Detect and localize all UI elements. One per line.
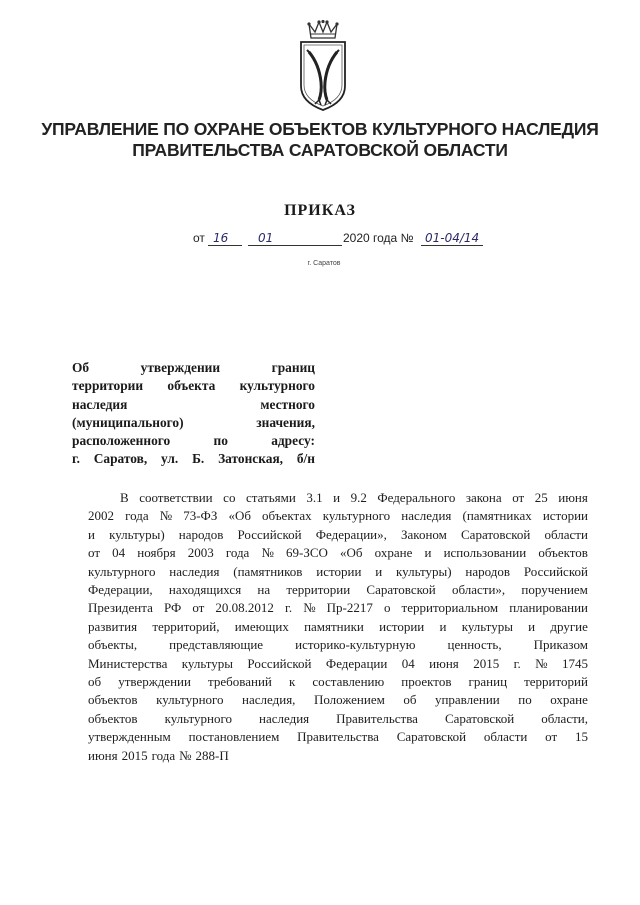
month-underline xyxy=(248,245,342,246)
date-month: 01 xyxy=(258,231,274,245)
date-prefix: от xyxy=(193,231,205,245)
word: находящихся xyxy=(168,582,242,598)
word: культуры xyxy=(181,655,233,671)
word: Саратовской xyxy=(396,729,467,745)
word: области», xyxy=(451,582,506,598)
body-line xyxy=(88,526,588,544)
word: года xyxy=(151,747,176,763)
word: объекта xyxy=(167,378,216,394)
subject-line xyxy=(72,396,315,414)
subject-line xyxy=(72,359,315,377)
body-line xyxy=(88,636,588,654)
word: г. xyxy=(284,600,293,616)
word: Федерального xyxy=(377,490,456,505)
word: об xyxy=(403,692,417,708)
word: Затонская, xyxy=(218,451,284,467)
word: «Об xyxy=(340,545,363,561)
word: закона xyxy=(465,490,502,505)
coat-of-arms-emblem xyxy=(295,20,351,112)
word: о xyxy=(383,600,391,616)
word: г. xyxy=(513,655,521,671)
word: Российской xyxy=(523,563,588,579)
word: Президента xyxy=(88,600,153,616)
word: области xyxy=(483,729,528,745)
word: б/н xyxy=(296,451,315,467)
order-body-text xyxy=(88,489,588,765)
word: № xyxy=(159,508,173,524)
word: значения, xyxy=(256,414,315,430)
word: наследия xyxy=(72,396,128,412)
word: от xyxy=(512,490,525,505)
subject-line xyxy=(72,432,315,450)
word: наследия xyxy=(401,508,452,524)
word: 3.1 xyxy=(306,490,323,505)
word: культурного xyxy=(239,378,315,394)
word: июня xyxy=(88,747,118,763)
word: народов xyxy=(465,563,511,579)
word: ценность, xyxy=(447,637,502,653)
word: памятники xyxy=(304,618,364,634)
word: постановлением xyxy=(188,729,280,745)
word: «Об xyxy=(228,508,251,524)
number-underline xyxy=(421,245,483,246)
word: Федерации xyxy=(325,655,388,671)
subject-line xyxy=(72,377,315,395)
body-line xyxy=(88,489,588,507)
word: наследия, xyxy=(242,692,296,708)
word: от xyxy=(545,729,558,745)
word: Б. xyxy=(192,451,205,467)
word: территории xyxy=(72,378,144,394)
word: адресу: xyxy=(271,433,315,449)
word: по xyxy=(213,433,228,449)
word: статьями xyxy=(245,490,296,505)
word: истории xyxy=(379,618,425,634)
date-line xyxy=(193,231,533,249)
word: по xyxy=(518,692,532,708)
document-title: ПРИКАЗ xyxy=(284,202,356,219)
word: расположенного xyxy=(72,433,171,449)
word: 288-П xyxy=(195,747,229,763)
word: и xyxy=(88,526,95,542)
word: (памятников xyxy=(233,563,303,579)
word: № xyxy=(535,655,548,671)
word: развития xyxy=(88,618,138,634)
word: 2015 xyxy=(473,655,500,671)
body-line xyxy=(88,544,588,562)
word: к xyxy=(288,674,296,690)
word: 20.08.2012 xyxy=(215,600,274,616)
word: планировании xyxy=(509,600,588,616)
word: № xyxy=(261,545,274,561)
word: истории xyxy=(542,508,588,524)
word: и xyxy=(424,545,432,561)
word: использовании xyxy=(443,545,527,561)
word: Российской xyxy=(237,526,302,542)
word: наследия xyxy=(259,710,310,726)
body-line xyxy=(88,710,588,728)
body-line xyxy=(88,599,588,617)
word: РФ xyxy=(163,600,182,616)
word: управлении xyxy=(434,692,500,708)
body-line xyxy=(88,655,588,673)
word: 69-ЗСО xyxy=(286,545,328,561)
word: объектах xyxy=(262,508,312,524)
organization-name-line1: УПРАВЛЕНИЕ ПО ОХРАНЕ ОБЪЕКТОВ КУЛЬТУРНОГО НАСЛЕДИЯ xyxy=(41,119,599,139)
word: утвержденным xyxy=(88,729,171,745)
word: 2015 xyxy=(121,747,148,763)
word: (муниципального) xyxy=(72,414,184,430)
order-number: 01-04/14 xyxy=(425,231,480,245)
word: представляющие xyxy=(169,637,264,653)
body-line xyxy=(88,728,588,746)
word: года xyxy=(225,545,250,561)
city-label: г. Саратов xyxy=(307,260,341,267)
word: и xyxy=(375,563,383,579)
word: Министерства xyxy=(88,655,168,671)
body-line xyxy=(88,618,588,636)
word: другие xyxy=(550,618,588,634)
body-line xyxy=(88,747,588,765)
word: г. xyxy=(72,451,80,467)
word: Законом xyxy=(401,526,447,542)
word: культуры) xyxy=(396,563,452,579)
word: наследия xyxy=(169,563,220,579)
body-line xyxy=(88,563,588,581)
word: Положением xyxy=(313,692,385,708)
word: культурного xyxy=(322,508,391,524)
word: 1745 xyxy=(562,655,588,671)
word: на xyxy=(257,582,271,598)
word: № xyxy=(179,747,192,763)
word: и xyxy=(439,618,447,634)
word: культуры) xyxy=(109,526,165,542)
word: Саратов, xyxy=(93,451,148,467)
word: ноября xyxy=(137,545,176,561)
word: проектов xyxy=(401,674,452,690)
word: июня xyxy=(558,490,588,505)
word: 2003 xyxy=(187,545,214,561)
word: 2002 xyxy=(88,508,114,524)
word: историко-культурную xyxy=(295,637,416,653)
word: Федерации, xyxy=(88,582,153,598)
word: Приказом xyxy=(533,637,588,653)
word: области, xyxy=(541,710,588,726)
word: соответствии xyxy=(139,490,213,505)
word: местного xyxy=(260,396,315,412)
subject-line xyxy=(72,414,315,432)
body-line xyxy=(88,673,588,691)
word: июня xyxy=(429,655,459,671)
word: народов xyxy=(178,526,224,542)
word: Правительства xyxy=(297,729,379,745)
word: утверждении xyxy=(140,360,221,375)
word: В xyxy=(120,490,129,505)
date-day: 16 xyxy=(213,231,229,245)
word: Российской xyxy=(247,655,312,671)
word: объектов xyxy=(88,710,138,726)
word: 15 xyxy=(574,729,588,745)
word: объекты, xyxy=(88,637,138,653)
order-subject xyxy=(72,359,315,469)
word: Саратовской xyxy=(461,526,531,542)
word: объектов xyxy=(538,545,588,561)
body-line xyxy=(88,581,588,599)
word: 04 xyxy=(112,545,126,561)
word: составлению xyxy=(312,674,385,690)
word: имеющих xyxy=(234,618,289,634)
word: границ xyxy=(271,360,315,375)
body-line xyxy=(88,691,588,709)
word: Федерации», xyxy=(315,526,387,542)
word: культурного xyxy=(88,563,156,579)
word: от xyxy=(192,600,205,616)
word: года xyxy=(125,508,149,524)
word: области xyxy=(544,526,588,542)
word: 9.2 xyxy=(350,490,367,505)
word: культурного xyxy=(164,710,233,726)
organization-name-line2: ПРАВИТЕЛЬСТВА САРАТОВСКОЙ ОБЛАСТИ xyxy=(132,140,508,160)
word: Саратовской xyxy=(366,582,436,598)
day-underline xyxy=(208,245,242,246)
word: требований xyxy=(208,674,272,690)
date-year-and-number-label: 2020 года № xyxy=(343,231,414,245)
word: и xyxy=(333,490,341,505)
body-line xyxy=(88,507,588,525)
word: охране xyxy=(374,545,413,561)
word: Пр-2217 xyxy=(326,600,373,616)
word: 25 xyxy=(534,490,548,505)
word: охране xyxy=(550,692,588,708)
word: территории xyxy=(286,582,351,598)
word: Правительства xyxy=(336,710,418,726)
word: границ xyxy=(468,674,508,690)
word: 73-ФЗ xyxy=(183,508,218,524)
word: Об xyxy=(72,360,90,375)
word: объектов xyxy=(88,692,138,708)
word: истории xyxy=(316,563,362,579)
word: ул. xyxy=(161,451,179,467)
word: культуры xyxy=(461,618,513,634)
word: территорий xyxy=(524,674,588,690)
subject-line xyxy=(72,450,315,468)
word: от xyxy=(88,545,101,561)
word: поручением xyxy=(521,582,588,598)
word: и xyxy=(528,618,536,634)
word: об xyxy=(88,674,102,690)
word: 04 xyxy=(401,655,415,671)
word: утверждении xyxy=(118,674,191,690)
word: территориальном xyxy=(401,600,499,616)
word: территорий, xyxy=(152,618,220,634)
word: со xyxy=(223,490,236,505)
word: (памятниках xyxy=(462,508,532,524)
word: № xyxy=(303,600,316,616)
word: Саратовской xyxy=(444,710,515,726)
word: культурного xyxy=(156,692,224,708)
